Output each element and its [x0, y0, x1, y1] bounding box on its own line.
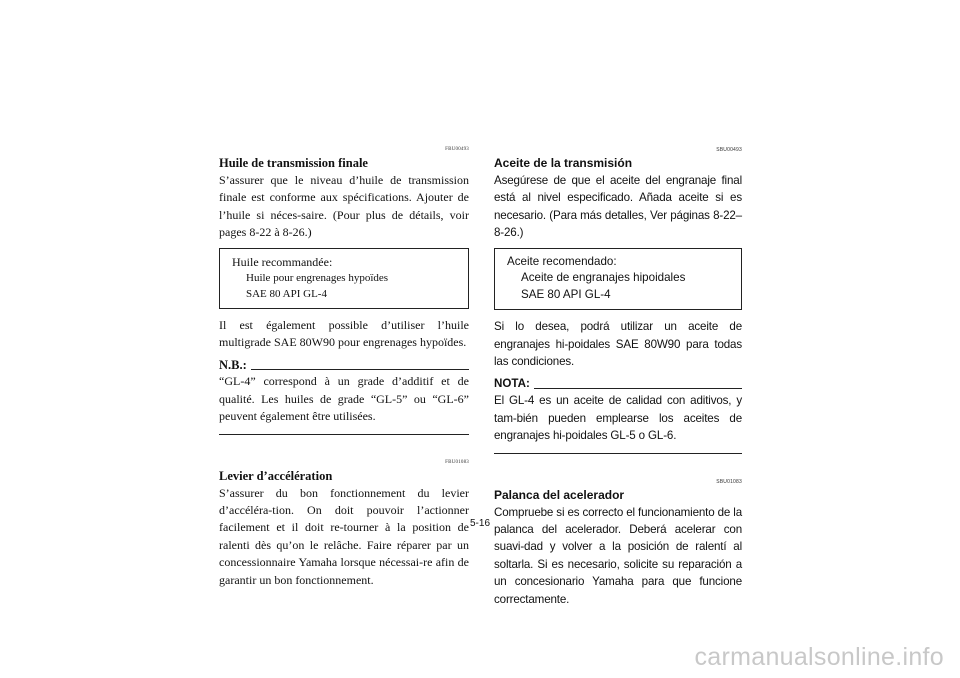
section-heading: Levier d’accélération [219, 468, 333, 483]
paragraph: S’assurer du bon fonctionnement du levier d’accéléra-tion. On doit pouvoir l’actionner facilement et il doit re-tourner à la position de ralenti dès qu’on le relâche. Faire réparer par un concessionnaire Yamaha lorsque nécessai-re afin de garantir un bon fonctionnement. [219, 485, 469, 587]
note-end-rule [494, 453, 742, 454]
paragraph: S’assurer que le niveau d’huile de transmission finale est conforme aux spécifications. Ajouter de l’huile si néces-saire. (Pour plus de détails, voir pages 8-22 à 8-26.) [219, 173, 469, 240]
box-line: Aceite de engranajes hipoidales [521, 271, 686, 285]
note-header [219, 357, 469, 373]
box-title: Aceite recomendado: [507, 254, 617, 268]
section-code: SBU01083 [716, 478, 742, 485]
note-label: NOTA: [494, 377, 530, 391]
paragraph: Compruebe si es correcto el funcionamiento de la palanca del acelerador. Deberá acelerar con suavi-dad y volver a la posición de ralentí al soltarla. Si es necesario, solicite su reparación a un concesionario Yamaha para que funcione correctamente. [494, 505, 742, 606]
box-line: SAE 80 API GL-4 [246, 287, 327, 300]
recommended-oil-box [494, 248, 742, 311]
watermark: carmanualsonline.info [694, 643, 944, 671]
section-heading: Palanca del acelerador [494, 487, 625, 502]
section-heading: Aceite de la transmisión [494, 156, 633, 170]
note-end-rule [219, 434, 469, 435]
spanish-column [494, 146, 742, 608]
note-text: “GL-4” correspond à un grade d’additif et de qualité. Les huiles de grade “GL-5” ou “GL-6” peuvent également être utilisées. [219, 374, 469, 424]
note-rule [534, 388, 742, 389]
page-number: 5-16 [469, 518, 490, 529]
throttle-section [494, 478, 742, 608]
section-heading: Huile de transmission finale [219, 156, 368, 170]
note-header [494, 376, 742, 392]
paragraph: Si lo desea, podrá utilizar un aceite de engranajes hi-poidales SAE 80W90 para todas las condiciones. [494, 320, 742, 368]
box-title: Huile recommandée: [232, 254, 333, 269]
section-code: SBU00493 [716, 147, 742, 153]
box-line: SAE 80 API GL-4 [521, 287, 611, 301]
section-code: FBU00493 [445, 147, 469, 152]
note-text: El GL-4 es un aceite de calidad con aditivos, y tam-bién pueden emplearse los aceites de engranajes hi-poidales GL-5 o GL-6. [494, 394, 742, 443]
recommended-oil-box [219, 248, 469, 309]
box-line: Huile pour engrenages hypoïdes [246, 271, 389, 284]
note-rule [251, 369, 469, 370]
paragraph: Il est également possible d’utiliser l’huile multigrade SAE 80W90 pour engrenages hypoïdes. [219, 317, 469, 350]
section-code: FBU01083 [445, 459, 469, 465]
note-label: N.B.: [219, 358, 247, 373]
paragraph: Asegúrese de que el aceite del engranaje final está al nivel especificado. Añada aceite si es necesario. (Para más detalles, Ver páginas 8-22–8-26.) [494, 174, 742, 240]
